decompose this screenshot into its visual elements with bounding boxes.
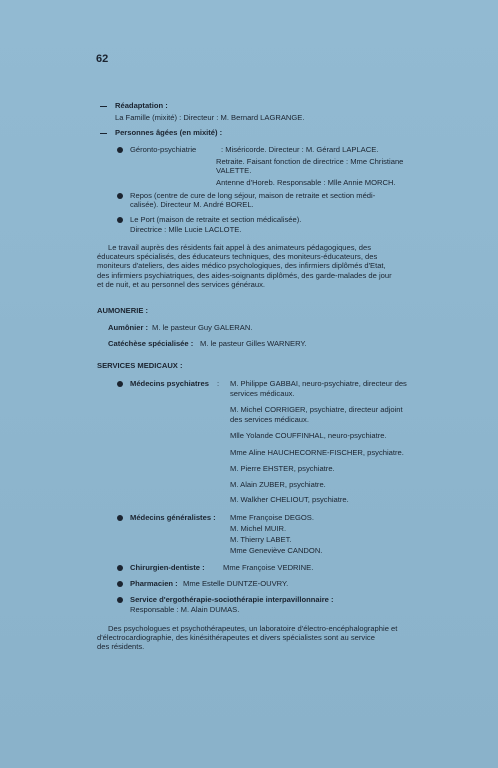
paragraph-1-line: et de nuit, et au personnel des services généraux. [97,280,266,289]
paragraph-2-line: Des psychologues et psychothérapeutes, un laboratoire d'électro-encéphalographie et [108,624,398,633]
aumonier-label: Aumônier : [108,323,149,332]
paragraph-2-line: des résidents. [97,642,145,651]
catechese-label: Catéchèse spécialisée : [108,339,194,348]
bullet-icon [117,147,123,153]
psychiatre-line: M. Walkher CHELIOUT, psychiatre. [230,495,349,504]
dentiste-value: Mme Françoise VEDRINE. [223,563,314,572]
catechese-value: M. le pasteur Gilles WARNERY. [200,339,307,348]
port-line-1: Le Port (maison de retraite et section médicalisée). [130,215,302,224]
readaptation-heading: Réadaptation : [115,101,168,110]
generalistes-label: Médecins généralistes : [130,513,216,522]
pharmacien-label: Pharmacien : [130,579,178,588]
dash-marker [100,106,107,107]
dash-marker [100,133,107,134]
psychiatre-line: M. Alain ZUBER, psychiatre. [230,480,326,489]
psychiatres-label: Médecins psychiatres [130,379,209,388]
bullet-icon [117,515,123,521]
repos-line-1: Repos (centre de cure de long séjour, maison de retraite et section médi- [130,191,376,200]
psychiatre-line: M. Pierre EHSTER, psychiatre. [230,464,335,473]
bullet-icon [117,565,123,571]
psychiatre-line: Mme Aline HAUCHECORNE-FISCHER, psychiatre. [230,448,404,457]
services-medicaux-heading: SERVICES MEDICAUX : [97,361,183,370]
readaptation-line: La Famille (mixité) : Directeur : M. Bernard LAGRANGE. [115,113,305,122]
aumonier-value: M. le pasteur Guy GALERAN. [152,323,253,332]
psychiatre-line: des services médicaux. [230,415,309,424]
dentiste-label: Chirurgien-dentiste : [130,563,205,572]
page-number: 62 [96,53,109,65]
geronto-line-1: : Miséricorde. Directeur : M. Gérard LAPLACE. [221,145,379,154]
generaliste-line: Mme Françoise DEGOS. [230,513,314,522]
generaliste-line: M. Thierry LABET. [230,535,292,544]
ergo-label: Service d'ergothérapie-sociothérapie interpavillonnaire : [130,595,334,604]
paragraph-1-line: éducateurs spécialisés, des éducateurs techniques, des moniteurs-éducateurs, des [97,252,378,261]
psychiatres-colon: : [217,379,220,388]
generaliste-line: M. Michel MUIR. [230,524,287,533]
bullet-icon [117,193,123,199]
repos-line-2: calisée). Directeur M. André BOREL. [130,200,254,209]
psychiatre-line: M. Philippe GABBAI, neuro-psychiatre, directeur des [230,379,407,388]
psychiatre-line: services médicaux. [230,389,295,398]
bullet-icon [117,381,123,387]
bullet-icon [117,581,123,587]
personnes-agees-heading: Personnes âgées (en mixité) : [115,128,223,137]
aumonerie-heading: AUMONERIE : [97,306,149,315]
paragraph-1-line: des infirmiers psychiatriques, des aides-soignants diplômés, des garde-malades de jour [97,271,392,280]
paragraph-2-line: d'électrocardiographie, des kinésithérapeutes et divers spécialistes sont au service [97,633,375,642]
geronto-line-2: Retraite. Faisant fonction de directrice : Mme Christiane [216,157,404,166]
bullet-icon [117,597,123,603]
geronto-line-3: VALETTE. [216,166,252,175]
pharmacien-value: Mme Estelle DUNTZE-OUVRY. [183,579,289,588]
ergo-value: Responsable : M. Alain DUMAS. [130,605,240,614]
psychiatre-line: Mlle Yolande COUFFINHAL, neuro-psychiatre. [230,431,387,440]
geronto-label: Géronto-psychiatrie [130,145,197,154]
generaliste-line: Mme Geneviève CANDON. [230,546,323,555]
geronto-line-4: Antenne d'Horeb. Responsable : Mlle Annie MORCH. [216,178,396,187]
paragraph-1-line: Le travail auprès des résidents fait appel à des animateurs pédagogiques, des [108,243,371,252]
paragraph-1-line: moniteurs d'ateliers, des aides médico psychologiques, des infirmiers diplômés d'Etat, [97,261,386,270]
psychiatre-line: M. Michel CORRIGER, psychiatre, directeur adjoint [230,405,403,414]
bullet-icon [117,217,123,223]
port-line-2: Directrice : Mlle Lucie LACLOTE. [130,225,242,234]
